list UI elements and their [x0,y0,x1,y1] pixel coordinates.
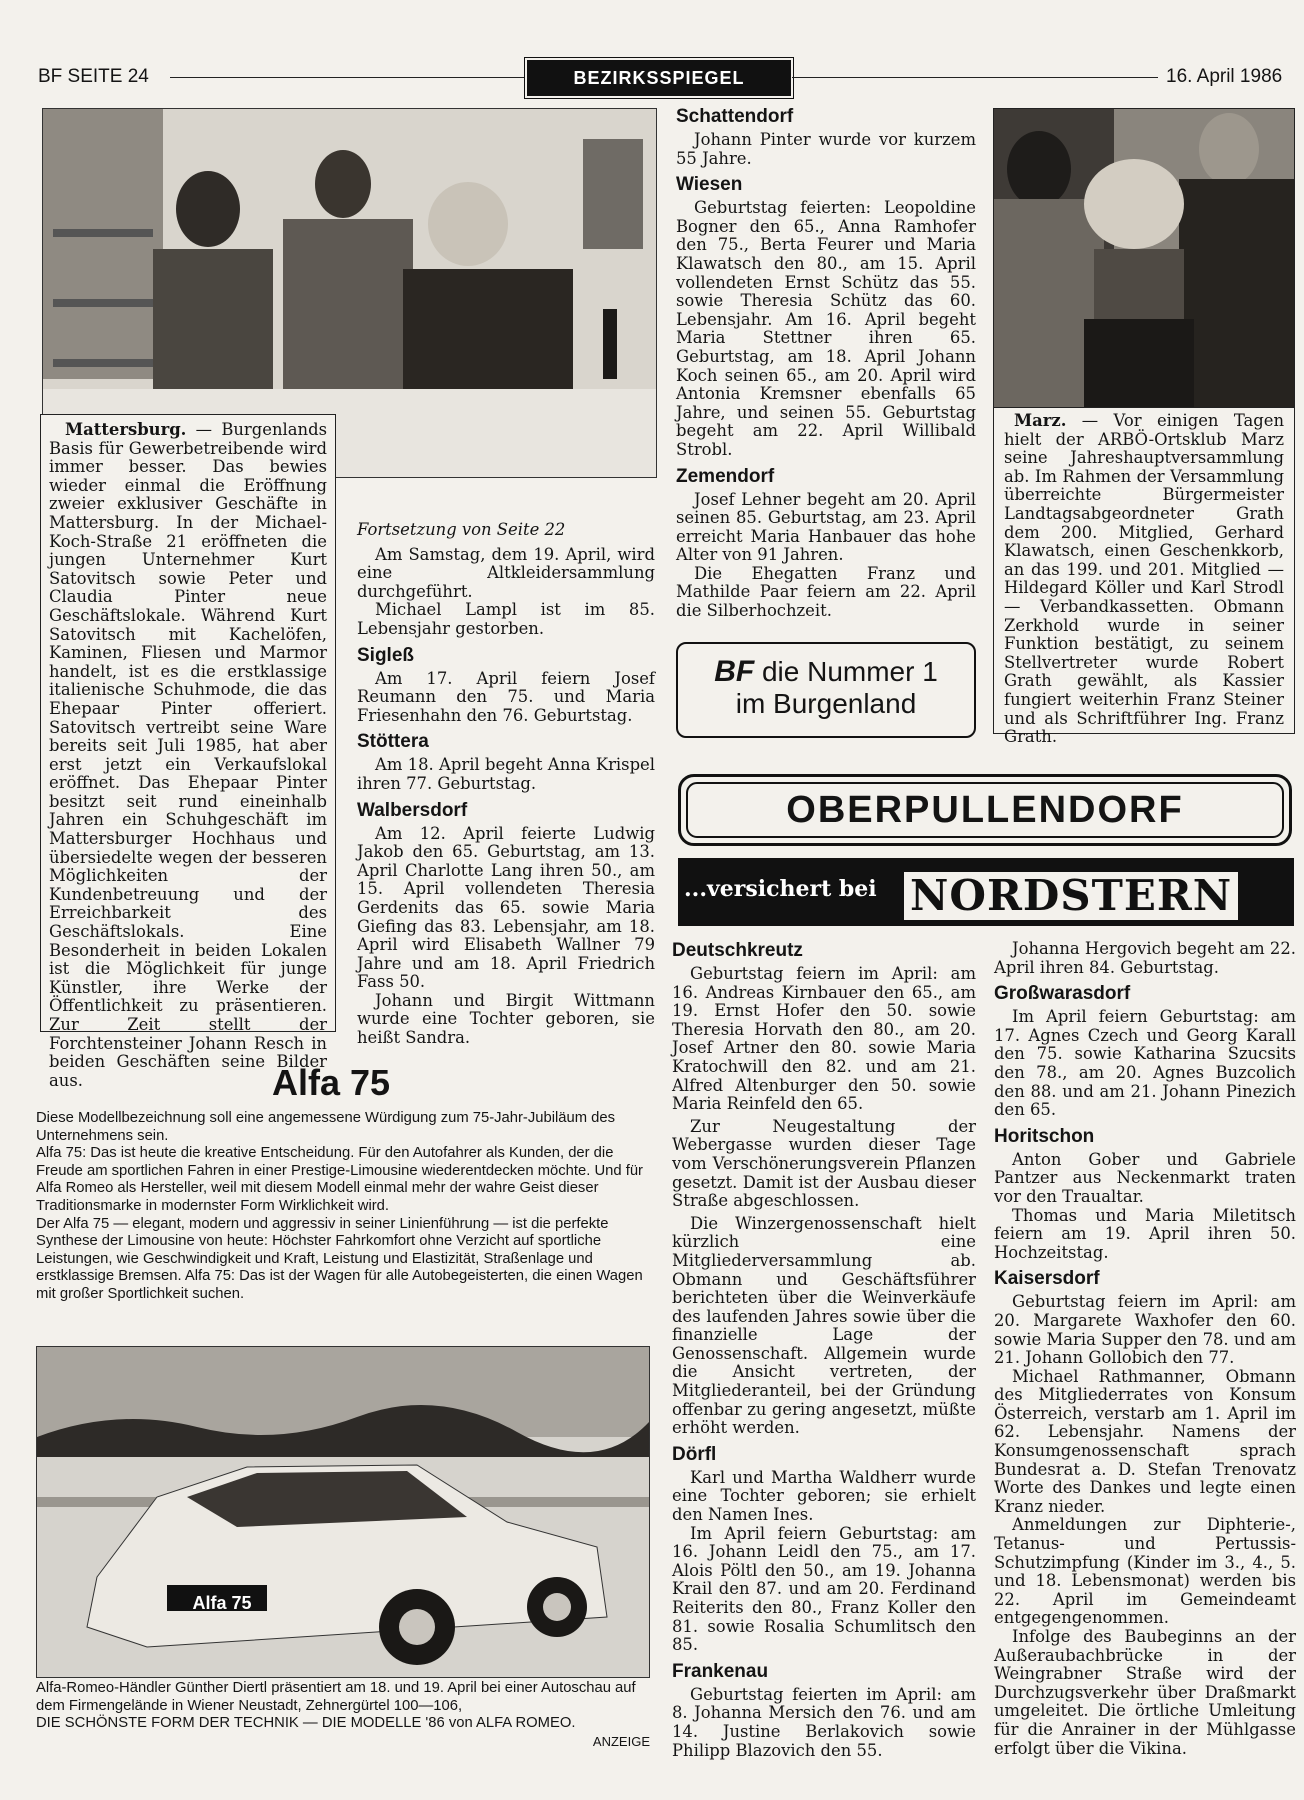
continued-note: Fortsetzung von Seite 22 [357,520,566,539]
heading-deutschkreutz: Deutschkreutz [672,940,803,961]
alfa-para-1: Diese Modellbezeichnung soll eine angemessene Würdigung zum 75-Jahr-Jubiläum des Unternehmens sein. [36,1110,616,1144]
sigless-text: Am 17. April feiern Josef Reumann den 75. und Maria Friesenhahn den 76. Geburtstag. [357,668,655,725]
mattersburg-lead: Mattersburg. [65,420,187,439]
alfa-title: Alfa 75 [272,1062,391,1103]
hergovich-text: Johanna Hergovich begeht am 22. April ihren 84. Geburtstag. [994,939,1296,977]
alfa-para-2: Alfa 75: Das ist heute die kreative Entscheidung. Für den Autofahrer als Kunden, der die Freude am sportlichen Fahren in einer Prestige-Limousine wiederentdecken möchte. Und für Alfa Romeo als Hersteller, weil mit diesem Modell einmal mehr der wahre Geist dieser Traditionsmarke in modernster Form Wirklichkeit wird. [36,1145,643,1214]
alfa-ad-text [36,1110,650,1304]
walbersdorf-text-1: Am 12. April feierte Ludwig Jakob den 65. Geburtstag, am 13. April Charlotte Lang ihren 50., am 15. April vollendeten Theresia Gerdenits das 65. sowie Maria Giefing das 83. Lebensjahr, am 18. April wird Elisabeth Wallner 79 Jahre und am 18. April Friedrich Fass 50. [357,823,655,992]
bf-promo-box [676,642,976,738]
heading-schattendorf: Schattendorf [676,106,794,127]
op-left-column [672,940,976,1760]
issue-date: 16. April 1986 [1166,66,1283,87]
marz-box [993,108,1295,747]
deutschkreutz-text-1: Geburtstag feiern im April: am 16. Andreas Kirnbauer den 65., am 19. Ernst Hofer den 50. sowie Theresia Horvath den 80., am 20. Josef Artner den 80. sowie Maria Kratochwill den 82. und am 21. Alfred Altenburger den 50. sowie Maria Reinfeld den 65. [672,964,976,1114]
heading-zemendorf: Zemendorf [676,465,775,487]
heading-horitschon: Horitschon [994,1125,1095,1147]
heading-stoettera: Stöttera [357,731,429,753]
heading-wiesen: Wiesen [676,174,743,196]
marz-article [994,408,1294,747]
alfa-car-photo [36,1346,650,1678]
bf-logo: BF [714,655,755,688]
ad-label: ANZEIGE [592,1733,650,1749]
gift-basket-photo [994,109,1294,407]
heading-doerfl: Dörfl [672,1443,717,1465]
doerfl-text-2: Im April feiern Geburtstag: am 16. Johann Leidl den 75., am 17. Alois Pöltl den 50., am 19. Johanna Krail den 87. und am 20. Ferdinand Reiterits den 80., Franz Koller den 81. sowie Rosalia Schumlitsch den 85. [672,1523,976,1655]
grosswarasdorf-text: Im April feiern Geburtstag: am 17. Agnes Czech und Georg Karall den 75. sowie Katharina Szucsits den 78., am 20. Agnes Buzcolich den 88. und am 21. Johann Pinezich den 65. [994,1007,1296,1120]
page-number: BF SEITE 24 [38,66,149,87]
schattendorf-text: Johann Pinter wurde vor kurzem 55 Jahre. [676,130,976,168]
header-rule-right [792,77,1158,78]
marz-photo [994,109,1294,408]
kaisersdorf-text-1: Geburtstag feiern im April: am 20. Margarete Waxhofer den 60. sowie Maria Supper den 78. und am 21. Johann Gollobich den 77. [994,1292,1296,1368]
alfa-caption-2: DIE SCHÖNSTE FORM DER TECHNIK — DIE MODELLE '86 von ALFA ROMEO. [36,1715,576,1732]
deutschkreutz-text-2: Zur Neugestaltung der Webergasse wurden dieser Tage vom Verschönerungsverein Pflanzen gesetzt. Damit ist der Ausbau dieser Straße abgeschlossen. [672,1116,976,1211]
deutschkreutz-text-3: Die Winzergenossenschaft hielt kürzlich eine Mitgliederversammlung ab. Obmann und Geschäftsführer berichteten über die Weinverkäufe des laufenden Jahres sowie über die finanzielle Lage der Genossenschaft. Allgemein wurde die Ansicht vertreten, der Mitgliederanteil, bei der Gründung offenbar zu gering angesetzt, müßte erhöht werden. [672,1213,976,1438]
promo-line-1: die Nummer 1 [761,656,938,687]
license-plate: Alfa 75 [192,1593,252,1613]
frankenau-text: Geburtstag feierten im April: am 8. Johanna Mersich den 76. und am 14. Justine Berlakovich sowie Philipp Blazovich den 55. [672,1684,976,1760]
oberpullendorf-banner [678,774,1292,846]
heading-sigless: Sigleß [357,644,415,666]
altkleider-item: Am Samstag, dem 19. April, wird eine Altkleidersammlung durchgeführt. [357,544,655,601]
kaisersdorf-text-4: Infolge des Baubeginns an der Außeraubachbrücke in der Weingrabner Straße wird der Durchzugsverkehr über Draßmarkt umgeleitet. Die örtliche Umleitung für die Anrainer in der Mühlgasse erfolgt über die Vikina. [994,1627,1296,1758]
horitschon-text-1: Anton Gober und Gabriele Pantzer aus Neckenmarkt traten vor den Traualtar. [994,1149,1296,1206]
heading-walbersdorf: Walbersdorf [357,799,468,821]
nordstern-logo: NORDSTERN [904,872,1238,920]
kaisersdorf-text-2: Michael Rathmanner, Obmann des Mitgliederrates von Konsum Österreich, verstarb am 1. April im 62. Lebensjahr. Namens der Konsumgenossenschaft sprach Bundesrat a. D. Stefan Trenovatz Worte des Dankes und legte einen Kranz nieder. [994,1366,1296,1516]
alfa-caption [36,1680,650,1750]
zemendorf-text-1: Josef Lehner begeht am 20. April seinen 85. Geburtstag, am 23. April erreicht Maria Hanbauer das hohe Alter von 91 Jahren. [676,489,976,565]
oberpullendorf-title: OBERPULLENDORF [686,782,1284,838]
promo-line-2: im Burgenland [735,688,917,719]
nordstern-prefix: ...versichert bei [684,876,877,902]
mattersburg-article [40,414,336,1090]
section-title: BEZIRKSSPIEGEL [527,60,791,96]
mattersburg-text: — Burgenlands Basis für Gewerbetreibende wird immer besser. Das bewies wieder einmal die Eröffnung zweier exklusiver Geschäfte in Mattersburg. In der Michael-Koch-Straße 21 eröffneten die jungen Unternehmer Kurt Satovitsch sowie Peter und Claudia Pinter neue Geschäftslokale. Während Kurt Satovitsch mit Kachelöfen, Kaminen, Fliesen und Marmor handelt, ist es die erstklassige italienische Schuhmode, die das Ehepaar Pinter offeriert. Satovitsch vertreibt seine Ware bereits seit Juli 1985, hat aber erst jetzt ein Verkaufslokal eröffnet. Das Ehepaar Pinter besitzt seit rund eineinhalb Jahren ein Schuhgeschäft im Mattersburger Hochhaus und übersiedelte wegen der besseren Möglichkeiten der Kundenbetreuung und der Erreichbarkeit des Geschäftslokals. Eine Besonderheit in beiden Lokalen ist die Möglichkeit für junge Künstler, ihre Werke der Öffentlichkeit zu präsentieren. Zur Zeit stellt der Forchtensteiner Johann Resch in beiden Geschäften seine Bilder aus. [49,420,327,1090]
marz-text: — Vor einigen Tagen hielt der ARBÖ-Ortsklub Marz seine Jahreshauptversammlung ab. Im Rahmen der Versammlung überreichte Bürgermeister Landtagsabgeordneter Grath dem 200. Mitglied, Gerhard Klawatsch, einen Geschenkkorb, an das 199. und 201. Mitglied — Hildegard Köller und Karl Strodl — Verbandkassetten. Obmann Zerkhold wurde in seiner Funktion bestätigt, zu seinem Stellvertreter wurde Robert Grath gewählt, als Kassier fungiert weiterhin Franz Steiner und als Schriftführer Ing. Franz Grath. [1004,411,1284,747]
walbersdorf-text-2: Johann und Birgit Wittmann wurde eine Tochter geboren, sie heißt Sandra. [357,990,655,1048]
car-image [37,1347,649,1677]
heading-kaisersdorf: Kaisersdorf [994,1268,1100,1290]
marz-lead: Marz. [1014,411,1067,430]
stoettera-text: Am 18. April begeht Anna Krispel ihren 77. Geburtstag. [357,755,655,793]
obituary-item: Michael Lampl ist im 85. Lebensjahr gestorben. [357,600,655,638]
horitschon-text-2: Thomas und Maria Miletitsch feiern am 19. April ihren 50. Hochzeitstag. [994,1205,1296,1262]
op-right-column [994,940,1296,1758]
zemendorf-text-2: Die Ehegatten Franz und Mathilde Paar feiern am 22. April die Silberhochzeit. [676,563,976,621]
heading-frankenau: Frankenau [672,1660,769,1682]
alfa-para-3: Der Alfa 75 — elegant, modern und aggressiv in seiner Linienführung — ist die perfekte Synthese der Limousine von heute: Höchster Fahrkomfort ohne Verzicht auf sportliche Leistungen, wie Geschwindigkeit und Kraft, Leistung und Elastizität, Straßenlage und erstklassige Bremsen. Alfa 75: Das ist der Wagen für alle Autobegeisterten, die einen Wagen mit großer Sportlichkeit suchen. [36,1215,643,1302]
alfa-caption-1: Alfa-Romeo-Händler Günther Diertl präsentiert am 18. und 19. April bei einer Autoschau auf dem Firmengelände in Wiener Neustadt, Zehnergürtel 100—106, [36,1680,636,1714]
doerfl-text-1: Karl und Martha Waldherr wurde eine Tochter geboren; sie erhielt den Namen Ines. [672,1467,976,1525]
header-rule-left [170,77,525,78]
middle-column [357,521,655,1048]
nordstern-banner [678,858,1294,926]
wiesen-text: Geburtstag feierten: Leopoldine Bogner den 65., Anna Ramhofer den 75., Berta Feurer und Maria Klawatsch den 80., am 15. April vollendeten Ernst Schütz das 55. sowie Theresia Schütz das 60. Lebensjahr. Am 16. April begeht Maria Stettner ihren 65. Geburtstag, am 18. April Johann Koch seinen 65., am 20. April wird Antonia Kremsner ebenfalls 65 Jahre, und seinen 55. Geburtstag begeht am 22. April Willibald Strobl. [676,198,976,459]
heading-grosswarasdorf: Großwarasdorf [994,983,1131,1005]
third-column [676,106,976,621]
kaisersdorf-text-3: Anmeldungen zur Diphterie-, Tetanus- und Pertussis-Schutzimpfung (Kinder im 3., 4., 5. und 18. Lebensmonat) werden bis 22. April im Gemeindeamt entgegengenommen. [994,1515,1296,1628]
